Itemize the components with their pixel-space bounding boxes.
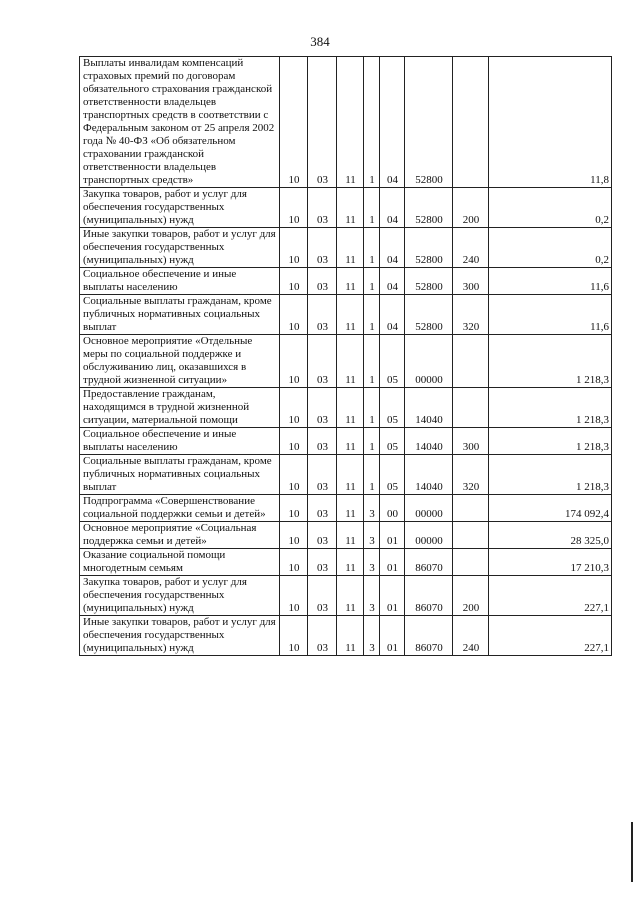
row-program-code: 11 [337, 428, 364, 455]
row-section: 10 [280, 522, 308, 549]
row-amount: 174 092,4 [489, 495, 612, 522]
row-subprogram-code: 3 [364, 616, 380, 656]
row-subsection: 03 [308, 549, 337, 576]
row-name: Закупка товаров, работ и услуг для обеспечения государственных (муниципальных) нужд [80, 188, 280, 228]
row-activity-code: 05 [380, 335, 405, 388]
row-expense-type [453, 335, 489, 388]
row-activity-code: 00 [380, 495, 405, 522]
row-program-code: 11 [337, 295, 364, 335]
row-subprogram-code: 3 [364, 549, 380, 576]
row-amount: 1 218,3 [489, 335, 612, 388]
row-amount: 227,1 [489, 576, 612, 616]
table-body [80, 57, 612, 656]
row-section: 10 [280, 576, 308, 616]
row-expense-type: 200 [453, 188, 489, 228]
row-section: 10 [280, 428, 308, 455]
row-expense-type [453, 495, 489, 522]
row-section: 10 [280, 388, 308, 428]
row-activity-code: 04 [380, 268, 405, 295]
table-row [80, 576, 612, 616]
table-row [80, 428, 612, 455]
table-row [80, 268, 612, 295]
row-activity-code: 04 [380, 57, 405, 188]
row-program-code: 11 [337, 188, 364, 228]
row-section: 10 [280, 616, 308, 656]
table-row [80, 57, 612, 188]
row-direction-code: 00000 [405, 495, 453, 522]
row-amount: 1 218,3 [489, 428, 612, 455]
table-row [80, 616, 612, 656]
row-direction-code: 86070 [405, 576, 453, 616]
row-section: 10 [280, 495, 308, 522]
row-subprogram-code: 1 [364, 228, 380, 268]
row-section: 10 [280, 57, 308, 188]
row-activity-code: 04 [380, 295, 405, 335]
row-subprogram-code: 3 [364, 495, 380, 522]
row-direction-code: 14040 [405, 428, 453, 455]
row-amount: 227,1 [489, 616, 612, 656]
row-section: 10 [280, 295, 308, 335]
row-activity-code: 05 [380, 455, 405, 495]
row-subprogram-code: 1 [364, 295, 380, 335]
row-program-code: 11 [337, 522, 364, 549]
row-subsection: 03 [308, 388, 337, 428]
row-name: Оказание социальной помощи многодетным семьям [80, 549, 280, 576]
table-row [80, 295, 612, 335]
table-row [80, 388, 612, 428]
row-amount: 11,6 [489, 268, 612, 295]
row-subsection: 03 [308, 188, 337, 228]
row-section: 10 [280, 188, 308, 228]
table-row [80, 549, 612, 576]
row-section: 10 [280, 268, 308, 295]
table-row [80, 335, 612, 388]
row-name: Социальные выплаты гражданам, кроме публичных нормативных социальных выплат [80, 455, 280, 495]
row-subsection: 03 [308, 57, 337, 188]
row-program-code: 11 [337, 495, 364, 522]
row-subsection: 03 [308, 268, 337, 295]
margin-line [631, 822, 633, 882]
row-direction-code: 86070 [405, 549, 453, 576]
row-direction-code: 14040 [405, 388, 453, 428]
row-direction-code: 00000 [405, 335, 453, 388]
row-program-code: 11 [337, 228, 364, 268]
row-subprogram-code: 1 [364, 428, 380, 455]
row-expense-type [453, 388, 489, 428]
row-amount: 1 218,3 [489, 388, 612, 428]
row-subprogram-code: 1 [364, 335, 380, 388]
row-subsection: 03 [308, 522, 337, 549]
row-subprogram-code: 1 [364, 388, 380, 428]
row-program-code: 11 [337, 549, 364, 576]
row-amount: 11,8 [489, 57, 612, 188]
row-section: 10 [280, 455, 308, 495]
row-name: Социальное обеспечение и иные выплаты населению [80, 268, 280, 295]
row-activity-code: 04 [380, 228, 405, 268]
row-subsection: 03 [308, 335, 337, 388]
row-name: Выплаты инвалидам компенсаций страховых премий по договорам обязательного страхования гражданской ответственности владельцев транспортных средств в соответствии с Федеральным законом от 25 апреля 2002 года № 40-ФЗ «Об обязательном страховании гражданской ответственности владельцев транспортных средств» [80, 57, 280, 188]
row-activity-code: 01 [380, 616, 405, 656]
table-row [80, 228, 612, 268]
row-activity-code: 04 [380, 188, 405, 228]
row-section: 10 [280, 228, 308, 268]
row-expense-type [453, 57, 489, 188]
row-program-code: 11 [337, 455, 364, 495]
row-program-code: 11 [337, 57, 364, 188]
row-activity-code: 01 [380, 522, 405, 549]
row-subprogram-code: 3 [364, 522, 380, 549]
row-program-code: 11 [337, 616, 364, 656]
row-activity-code: 05 [380, 428, 405, 455]
row-section: 10 [280, 335, 308, 388]
row-name: Социальные выплаты гражданам, кроме публичных нормативных социальных выплат [80, 295, 280, 335]
row-program-code: 11 [337, 335, 364, 388]
row-program-code: 11 [337, 576, 364, 616]
row-expense-type [453, 549, 489, 576]
page-number: 384 [310, 34, 330, 49]
row-subprogram-code: 1 [364, 57, 380, 188]
row-subsection: 03 [308, 228, 337, 268]
row-direction-code: 52800 [405, 228, 453, 268]
row-section: 10 [280, 549, 308, 576]
row-name: Закупка товаров, работ и услуг для обеспечения государственных (муниципальных) нужд [80, 576, 280, 616]
row-expense-type: 240 [453, 228, 489, 268]
row-activity-code: 05 [380, 388, 405, 428]
row-direction-code: 52800 [405, 295, 453, 335]
row-program-code: 11 [337, 388, 364, 428]
row-subsection: 03 [308, 295, 337, 335]
table-row [80, 455, 612, 495]
row-direction-code: 52800 [405, 268, 453, 295]
row-subsection: 03 [308, 576, 337, 616]
row-amount: 0,2 [489, 188, 612, 228]
row-direction-code: 00000 [405, 522, 453, 549]
row-name: Основное мероприятие «Отдельные меры по социальной поддержке и обслуживанию лиц, оказавшихся в трудной жизненной ситуации» [80, 335, 280, 388]
row-amount: 17 210,3 [489, 549, 612, 576]
row-name: Предоставление гражданам, находящимся в трудной жизненной ситуации, материальной помощи [80, 388, 280, 428]
table-row [80, 522, 612, 549]
table-row [80, 495, 612, 522]
row-subprogram-code: 3 [364, 576, 380, 616]
table-row [80, 188, 612, 228]
row-direction-code: 86070 [405, 616, 453, 656]
row-amount: 1 218,3 [489, 455, 612, 495]
row-subprogram-code: 1 [364, 455, 380, 495]
row-direction-code: 14040 [405, 455, 453, 495]
row-subprogram-code: 1 [364, 188, 380, 228]
row-name: Социальное обеспечение и иные выплаты населению [80, 428, 280, 455]
row-direction-code: 52800 [405, 188, 453, 228]
row-name: Основное мероприятие «Социальная поддержка семьи и детей» [80, 522, 280, 549]
row-activity-code: 01 [380, 576, 405, 616]
row-expense-type: 320 [453, 455, 489, 495]
budget-table [79, 56, 612, 656]
row-subprogram-code: 1 [364, 268, 380, 295]
row-name: Иные закупки товаров, работ и услуг для обеспечения государственных (муниципальных) нужд [80, 616, 280, 656]
row-expense-type: 240 [453, 616, 489, 656]
row-subsection: 03 [308, 455, 337, 495]
row-amount: 0,2 [489, 228, 612, 268]
row-expense-type: 300 [453, 268, 489, 295]
row-program-code: 11 [337, 268, 364, 295]
row-amount: 28 325,0 [489, 522, 612, 549]
row-name: Подпрограмма «Совершенствование социальной поддержки семьи и детей» [80, 495, 280, 522]
row-subsection: 03 [308, 428, 337, 455]
row-expense-type [453, 522, 489, 549]
row-subsection: 03 [308, 616, 337, 656]
row-expense-type: 300 [453, 428, 489, 455]
row-expense-type: 200 [453, 576, 489, 616]
row-subsection: 03 [308, 495, 337, 522]
row-amount: 11,6 [489, 295, 612, 335]
row-expense-type: 320 [453, 295, 489, 335]
row-name: Иные закупки товаров, работ и услуг для обеспечения государственных (муниципальных) нужд [80, 228, 280, 268]
row-activity-code: 01 [380, 549, 405, 576]
row-direction-code: 52800 [405, 57, 453, 188]
